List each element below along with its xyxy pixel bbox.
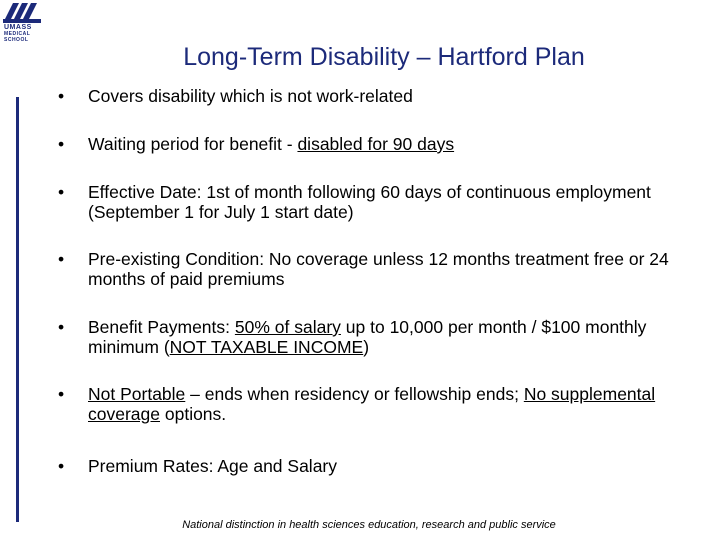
umass-shield-icon [3, 3, 41, 23]
bullet-text: Pre-existing Condition: No coverage unless 12 months treatment free or 24 months of paid premiums [88, 249, 669, 289]
underlined-text: Not Portable [88, 384, 186, 404]
bullet-item-premium-rates [58, 456, 698, 476]
bullet-text: Covers disability which is not work-related [88, 86, 413, 106]
bullet-text-part: Benefit Payments: [88, 317, 235, 337]
bullet-marker: • [58, 134, 65, 154]
bullet-text-part: ) [363, 337, 370, 357]
underlined-text: 50% of salary [234, 317, 341, 337]
bullet-text [88, 317, 698, 357]
bullet-marker: • [58, 456, 65, 476]
underlined-text: NOT TAXABLE INCOME [169, 337, 364, 357]
bullet-marker: • [58, 182, 65, 202]
bullet-marker: • [58, 317, 65, 337]
left-accent-rule [16, 97, 19, 522]
bullet-text [88, 384, 698, 424]
bullet-marker: • [58, 249, 65, 269]
bullet-text: Premium Rates: Age and Salary [88, 456, 338, 476]
logo-line-umass: UMASS [4, 24, 32, 31]
bullet-text-part: up to 10,000 per month / $100 monthly minimum ( [88, 317, 647, 357]
bullet-item-pre-existing [58, 249, 698, 289]
logo-line-school: SCHOOL [4, 37, 29, 43]
bullet-text-part: Waiting period for benefit - [88, 134, 298, 154]
bullet-item-coverage [58, 86, 698, 106]
bullet-item-benefit-payments [58, 317, 698, 357]
slide-title: Long-Term Disability – Hartford Plan [183, 43, 585, 71]
bullet-item-portability [58, 384, 698, 424]
logo-line-medical: MEDICAL [4, 31, 31, 37]
bullet-text-part: options. [160, 404, 227, 424]
bullet-marker: • [58, 86, 65, 106]
bullet-marker: • [58, 384, 65, 404]
bullet-text: Effective Date: 1st of month following 60 days of continuous employment (September 1 for July 1 start date) [88, 182, 651, 222]
bullet-text-part: – ends when residency or fellowship ends; [185, 384, 524, 404]
underlined-text: No supplemental coverage [88, 384, 656, 424]
underlined-text: disabled for 90 days [297, 134, 455, 154]
footer-tagline: National distinction in health sciences education, research and public service [182, 519, 556, 531]
bullet-item-effective-date [58, 182, 698, 222]
umass-medical-logo [3, 3, 43, 45]
bullet-item-waiting-period [58, 134, 698, 154]
bullet-text [88, 134, 698, 154]
